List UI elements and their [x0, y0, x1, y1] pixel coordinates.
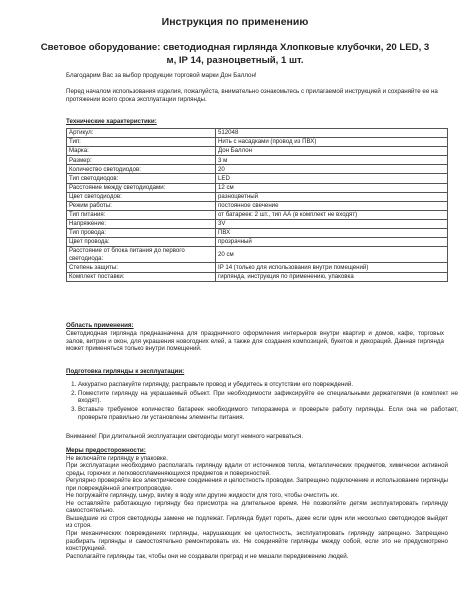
list-item: Не погружайте гирлянду, шнур, вилку в воду или другие жидкости для того, чтобы очистить их.	[66, 492, 339, 500]
table-row	[67, 192, 448, 201]
table-row	[67, 263, 448, 272]
spec-name-cell: Размер:	[67, 156, 216, 165]
list-item: Не включайте гирлянду в упаковке.	[66, 454, 168, 462]
spec-name-cell: Цвет светодиодов:	[67, 192, 216, 201]
intro-paragraph: Перед началом использования изделия, пожалуйста, внимательно ознакомьтесь с прилагаемой инструкцией и сохраняйте ее на протяжении всего срока эксплуатации гирлянды.	[66, 88, 438, 103]
table-row	[67, 201, 448, 210]
application-paragraph: Светодиодная гирлянда предназначена для праздничного оформления интерьеров внутри квартир и домов, кафе, торговых залов, витрин и окон, для украшения новогодних елей, а также для создания композиций, букетов и декораций. Данная гирлянда может применяться только внутри помещений.	[66, 330, 444, 353]
list-item: 2. Поместите гирлянду на украшаемый объект. При необходимости зафиксируйте ее специальными держателями (в комплект не входят).	[78, 390, 458, 405]
spec-name-cell: Режим работы:	[67, 201, 216, 210]
spec-value-cell: гирлянда, инструкция по применению, упаковка	[216, 272, 448, 281]
spec-value-cell: Дон Баллон	[216, 147, 448, 156]
spec-value-cell: 3V	[216, 219, 448, 228]
table-row	[67, 210, 448, 219]
spec-value-cell: 512048	[216, 129, 448, 138]
spec-name-cell: Напряжение:	[67, 219, 216, 228]
table-row	[67, 129, 448, 138]
spec-name-cell: Степень защиты:	[67, 263, 216, 272]
list-item: Вышедшие из строя светодиоды замене не подлежат. Гирлянда будет гореть, даже если один или несколько светодиодов выйдет из строя.	[66, 514, 448, 530]
spec-value-cell: 3 м	[216, 156, 448, 165]
table-row	[67, 147, 448, 156]
list-item: Не оставляйте работающую гирлянду без присмотра на длительное время. Не позволяйте детям эксплуатировать гирлянду самостоятельно.	[66, 499, 448, 515]
page-title: Инструкция по применению	[161, 16, 309, 28]
table-row	[67, 165, 448, 174]
list-item: 3. Вставьте требуемое количество батареек необходимого типоразмера и проверьте работу гирлянды. Если она не работает, проверьте правильно ли установлены элементы питания.	[78, 406, 458, 421]
spec-name-cell: Цвет провода:	[67, 238, 216, 247]
spec-value-cell: 12 см	[216, 183, 448, 192]
spec-value-cell: 20	[216, 165, 448, 174]
spec-name-cell: Тип:	[67, 138, 216, 147]
list-item: 1. Аккуратно распакуйте гирлянду, расправьте провод и убедитесь в отсутствии его повреждений.	[78, 381, 458, 389]
cautions-heading: Меры предосторожности:	[66, 447, 146, 454]
spec-value-cell: от батареек: 2 шт., тип АА (в комплект не входят)	[216, 210, 448, 219]
spec-name-cell: Расстояние между светодиодами:	[67, 183, 216, 192]
spec-value-cell: разноцветный	[216, 192, 448, 201]
spec-name-cell: Расстояние от блока питания до первого светодиода:	[67, 247, 216, 263]
spec-value-cell: LED	[216, 174, 448, 183]
table-row	[67, 174, 448, 183]
table-row	[67, 247, 448, 263]
spec-name-cell: Комплект поставки:	[67, 272, 216, 281]
list-item: Располагайте гирлянды так, чтобы они не создавали преград и не мешали передвижению людей.	[66, 552, 349, 560]
product-title: Световое оборудование: светодиодная гирлянда Хлопковые клубочки, 20 LED, 3 м, IP 14, разноцветный, 1 шт.	[40, 42, 430, 66]
preparation-heading: Подготовка гирлянды к эксплуатации:	[66, 368, 185, 375]
warning-text: Внимание! При длительной эксплуатации светодиоды могут немного нагреваться.	[66, 433, 304, 440]
table-row	[67, 229, 448, 238]
thanks-text: Благодарим Вас за выбор продукции торговой марки Дон Баллон!	[66, 72, 257, 79]
spec-value-cell: Нить с насадками (провод из ПВХ)	[216, 138, 448, 147]
specs-heading: Технические характеристики:	[66, 118, 157, 125]
spec-name-cell: Тип светодиодов:	[67, 174, 216, 183]
spec-name-cell: Марка:	[67, 147, 216, 156]
spec-value-cell: 20 см	[216, 247, 448, 263]
spec-value-cell: постоянное свечение	[216, 201, 448, 210]
spec-value-cell: IP 14 (только для использования внутри помещений)	[216, 263, 448, 272]
table-row	[67, 156, 448, 165]
spec-name-cell: Артикул:	[67, 129, 216, 138]
spec-name-cell: Тип провода:	[67, 229, 216, 238]
list-item: При эксплуатации необходимо располагать гирлянду вдали от источников тепла, металлических предметов, химически активной среды, горючих и легковоспламеняющихся предметов и поверхностей.	[66, 462, 448, 477]
spec-name-cell: Количество светодиодов:	[67, 165, 216, 174]
preparation-list	[66, 381, 458, 423]
table-row	[67, 183, 448, 192]
spec-name-cell: Тип питания:	[67, 210, 216, 219]
list-item: Регулярно проверяйте все электрические соединения и целостность проводки. Запрещено подключение и использование гирлянды при повреждённой электропроводке.	[66, 477, 448, 492]
table-row	[67, 272, 448, 281]
list-item: При механических повреждениях гирлянды, нарушающих ее целостность, эксплуатировать гирлянду запрещено. Запрещено разбирать гирлянды и самостоятельно ремонтировать их. Не соединяйте гирлянды между собой, если это не предусмотрено конструкцией.	[66, 530, 448, 553]
cautions-section	[66, 447, 448, 560]
table-row	[67, 219, 448, 228]
specs-table	[66, 128, 448, 282]
application-heading: Область применения:	[66, 322, 134, 329]
table-row	[67, 238, 448, 247]
table-row	[67, 138, 448, 147]
spec-value-cell: ПВХ	[216, 229, 448, 238]
spec-value-cell: прозрачный	[216, 238, 448, 247]
